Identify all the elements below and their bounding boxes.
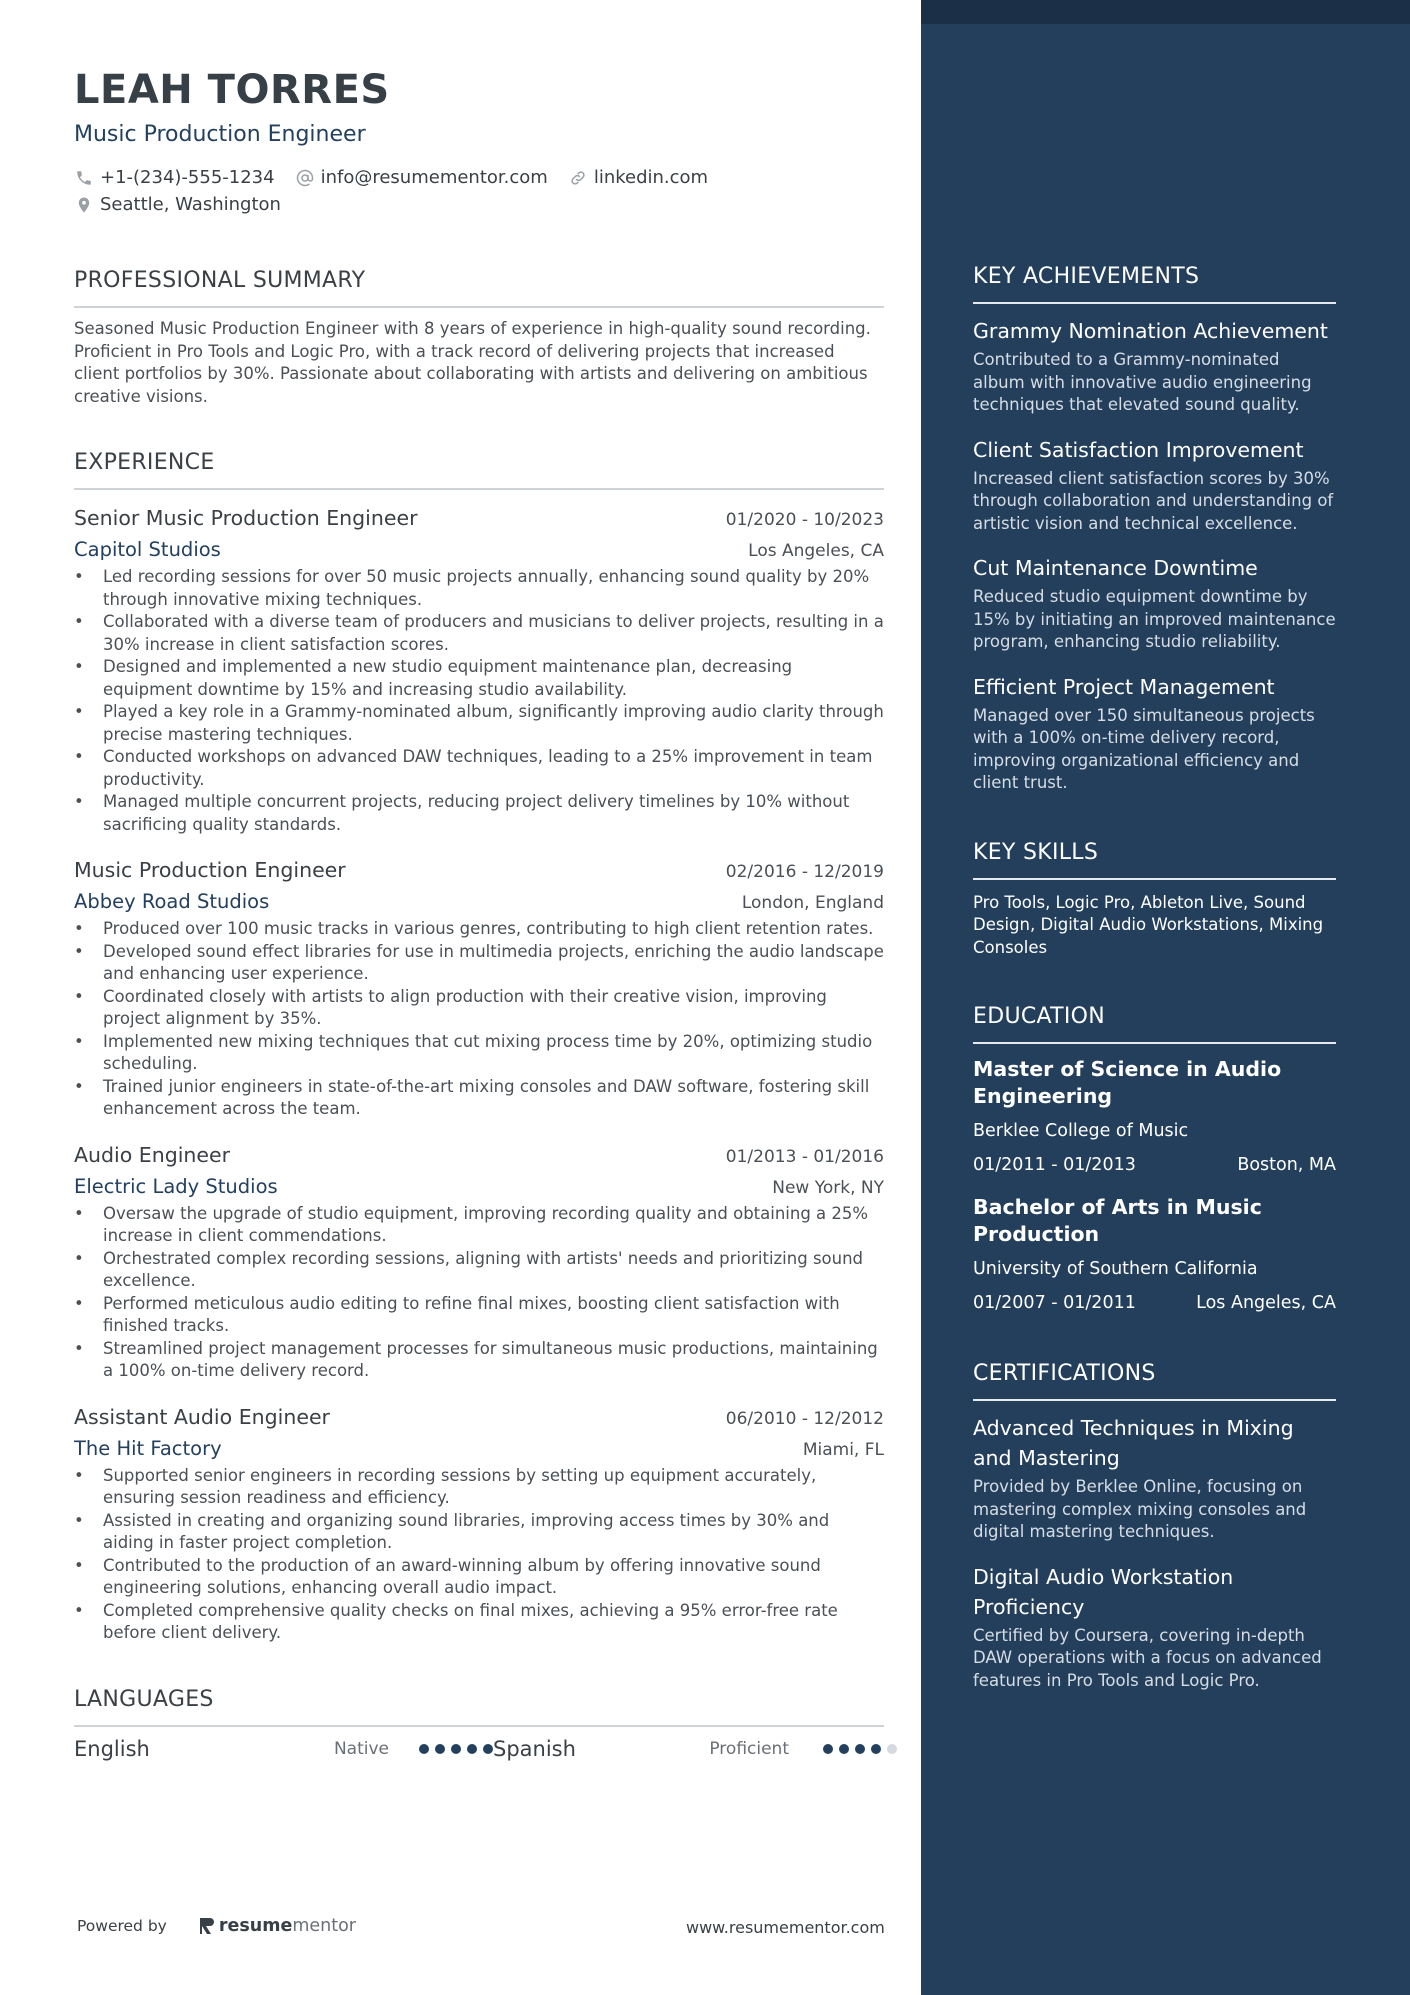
job-title: Audio Engineer: [74, 1142, 231, 1167]
contact-info: [74, 164, 884, 218]
main-column: [74, 62, 884, 1761]
company-name: Electric Lady Studios: [74, 1174, 278, 1198]
rating-dot-filled: [467, 1744, 477, 1754]
summary-text: Seasoned Music Production Engineer with 8 years of experience in high-quality sound recording. Proficient in Pro Tools and Logic Pro, with a track record of delivering projects that increased client portfolios by 30%. Passionate about collaborating with artists and delivering on ambitious creative visions.: [74, 319, 871, 406]
job-dates: 01/2020 - 10/2023: [725, 510, 884, 530]
job-dates: 01/2013 - 01/2016: [725, 1146, 884, 1167]
job-location: Miami, FL: [802, 1439, 884, 1460]
language-name: English: [74, 1736, 150, 1761]
language-level: Proficient: [709, 1738, 789, 1759]
certification-title: Digital Audio Workstation Proficiency: [973, 1564, 1234, 1619]
job-location: London, England: [741, 893, 884, 913]
language-rating: [419, 1744, 493, 1754]
contact-location: [74, 191, 281, 218]
job-bullet: • Supported senior engineers in recording sessions by setting up equipment accurately, ensuring session readiness and efficiency.: [74, 1465, 884, 1510]
summary-section: [74, 266, 884, 408]
achievement-item: [973, 553, 1336, 654]
achievement-text: Increased client satisfaction scores by 30% through collaboration and understanding of artistic vision and technical excellence.: [973, 468, 1334, 533]
job-bullet: • Designed and implemented a new studio equipment maintenance plan, decreasing equipment downtime by 15% and increasing studio availability.: [74, 656, 884, 701]
candidate-title: Music Production Engineer: [74, 122, 366, 147]
location-pin-icon: [74, 195, 94, 215]
link-icon: [568, 168, 588, 188]
summary-heading: PROFESSIONAL SUMMARY: [74, 266, 884, 308]
education-degree: Bachelor of Arts in Music Production: [973, 1195, 1262, 1246]
education-location: Los Angeles, CA: [1196, 1293, 1336, 1313]
rating-dot-empty: [887, 1744, 897, 1754]
job-bullets: [74, 918, 884, 1121]
job-bullet: • Coordinated closely with artists to align production with their creative vision, improving project alignment by 35%.: [74, 986, 884, 1031]
job-bullet: • Collaborated with a diverse team of producers and musicians to deliver projects, resulting in a 30% increase in client satisfaction scores.: [74, 611, 884, 656]
job-bullet: • Performed meticulous audio editing to refine final mixes, boosting client satisfaction with finished tracks.: [74, 1293, 884, 1338]
language-rating: [823, 1744, 897, 1754]
language-item: [74, 1737, 493, 1761]
skills-text: Pro Tools, Logic Pro, Ableton Live, Sound Design, Digital Audio Workstations, Mixing Consoles: [973, 892, 1324, 957]
job-title: Assistant Audio Engineer: [74, 1404, 330, 1429]
at-icon: [295, 168, 315, 188]
job-bullet: • Conducted workshops on advanced DAW techniques, leading to a 25% improvement in team productivity.: [74, 746, 884, 791]
brand-strong-text: resume: [218, 1916, 293, 1936]
company-name: The Hit Factory: [74, 1436, 222, 1460]
education-item: [973, 1194, 1336, 1316]
job-bullet: • Completed comprehensive quality checks on final mixes, achieving a 95% error-free rate before client delivery.: [74, 1600, 884, 1645]
certification-title: Advanced Techniques in Mixing and Mastering: [973, 1416, 1294, 1470]
job-entry: [74, 1401, 884, 1645]
job-bullet: • Orchestrated complex recording sessions, aligning with artists' needs and prioritizing sound excellence.: [74, 1248, 884, 1293]
achievement-title: Client Satisfaction Improvement: [973, 437, 1304, 462]
job-entry: [74, 502, 884, 836]
job-bullet: • Assisted in creating and organizing sound libraries, improving access times by 30% and aiding in faster project completion.: [74, 1510, 884, 1555]
achievement-item: [973, 316, 1336, 417]
job-bullet: • Led recording sessions for over 50 music projects annually, enhancing sound quality by 20% through innovative mixing techniques.: [74, 566, 884, 611]
job-bullet: • Played a key role in a Grammy-nominated album, significantly improving audio clarity through precise mastering techniques.: [74, 701, 884, 746]
achievement-item: [973, 672, 1336, 795]
job-bullet: • Oversaw the upgrade of studio equipment, improving recording quality and obtaining a 25% increase in client commendations.: [74, 1203, 884, 1248]
experience-section: [74, 448, 884, 1645]
job-bullets: [74, 1465, 884, 1645]
achievement-title: Grammy Nomination Achievement: [973, 319, 1328, 343]
achievement-title: Efficient Project Management: [973, 674, 1275, 699]
achievement-title: Cut Maintenance Downtime: [973, 556, 1258, 580]
candidate-name: LEAH TORRES: [74, 67, 390, 113]
job-bullet: • Developed sound effect libraries for use in multimedia projects, enriching the audio landscape and enhancing user experience.: [74, 941, 884, 986]
rating-dot-filled: [483, 1744, 493, 1754]
job-title: Senior Music Production Engineer: [74, 506, 418, 530]
achievement-text: Managed over 150 simultaneous projects with a 100% on-time delivery record, improving organizational efficiency and client trust.: [973, 705, 1315, 792]
sidebar-top-band: [921, 0, 1410, 24]
achievement-text: Contributed to a Grammy-nominated album with innovative audio engineering techniques that elevated sound quality.: [973, 350, 1312, 414]
education-heading: EDUCATION: [973, 1002, 1336, 1044]
skills-section: [973, 838, 1336, 960]
skills-heading: KEY SKILLS: [973, 838, 1336, 880]
rating-dot-filled: [823, 1744, 833, 1754]
education-degree: Master of Science in Audio Engineering: [973, 1057, 1282, 1108]
job-entry: [74, 1139, 884, 1383]
achievements-section: [973, 262, 1336, 795]
achievements-heading: KEY ACHIEVEMENTS: [973, 262, 1336, 304]
powered-by-label: Powered by: [77, 1917, 167, 1935]
job-bullet: • Produced over 100 music tracks in various genres, contributing to high client retention rates.: [74, 918, 884, 941]
experience-heading: EXPERIENCE: [74, 448, 884, 490]
rating-dot-filled: [435, 1744, 445, 1754]
job-dates: 06/2010 - 12/2012: [725, 1408, 884, 1429]
job-location: Los Angeles, CA: [748, 541, 884, 561]
languages-section: [74, 1685, 884, 1761]
certifications-heading: CERTIFICATIONS: [973, 1359, 1336, 1401]
language-level: Native: [333, 1738, 389, 1759]
phone-text: +1-(234)-555-1234: [100, 167, 275, 188]
language-item: [493, 1737, 897, 1761]
location-text: Seattle, Washington: [100, 194, 281, 215]
certification-text: Certified by Coursera, covering in-depth DAW operations with a focus on advanced features in Pro Tools and Logic Pro.: [973, 1625, 1322, 1690]
rating-dot-filled: [855, 1744, 865, 1754]
job-bullet: • Trained junior engineers in state-of-the-art mixing consoles and DAW software, fostering skill enhancement across the team.: [74, 1076, 884, 1121]
education-section: [973, 1002, 1336, 1316]
footer-powered-by: [77, 1916, 356, 1936]
achievement-item: [973, 435, 1336, 536]
contact-phone[interactable]: [74, 164, 275, 191]
job-dates: 02/2016 - 12/2019: [725, 862, 884, 882]
resumementor-logo[interactable]: [199, 1916, 356, 1936]
company-name: Capitol Studios: [74, 538, 221, 561]
contact-email[interactable]: [295, 164, 548, 191]
job-bullets: [74, 1203, 884, 1383]
education-dates: 01/2011 - 01/2013: [973, 1155, 1136, 1175]
job-bullets: [74, 566, 884, 836]
job-bullet: • Managed multiple concurrent projects, reducing project delivery timelines by 10% without sacrificing quality standards.: [74, 791, 884, 836]
rating-dot-filled: [419, 1744, 429, 1754]
contact-linkedin[interactable]: [568, 164, 708, 191]
phone-icon: [74, 168, 94, 188]
achievement-text: Reduced studio equipment downtime by 15% by initiating an improved maintenance program, enhancing studio reliability.: [973, 587, 1336, 651]
job-bullet: • Streamlined project management processes for simultaneous music productions, maintaining a 100% on-time delivery record.: [74, 1338, 884, 1383]
job-title: Music Production Engineer: [74, 858, 346, 882]
education-location: Boston, MA: [1237, 1155, 1336, 1175]
certifications-section: [973, 1359, 1336, 1692]
certification-item: [973, 1562, 1336, 1693]
resumementor-logo-icon: [199, 1916, 215, 1936]
rating-dot-filled: [451, 1744, 461, 1754]
job-bullet: • Implemented new mixing techniques that cut mixing process time by 20%, optimizing studio scheduling.: [74, 1031, 884, 1076]
linkedin-text: linkedin.com: [593, 167, 709, 188]
brand-light-text: mentor: [292, 1916, 356, 1936]
company-name: Abbey Road Studios: [74, 890, 270, 913]
rating-dot-filled: [839, 1744, 849, 1754]
certification-text: Provided by Berklee Online, focusing on mastering complex mixing consoles and digital mastering techniques.: [973, 1477, 1307, 1541]
education-item: [973, 1056, 1336, 1178]
job-bullet: • Contributed to the production of an award-winning album by offering innovative sound engineering solutions, enhancing overall audio impact.: [74, 1555, 884, 1600]
email-text: info@resumementor.com: [320, 167, 548, 188]
education-dates: 01/2007 - 01/2011: [973, 1293, 1136, 1313]
sidebar: [921, 0, 1410, 1995]
education-school: University of Southern California: [973, 1259, 1258, 1279]
language-name: Spanish: [493, 1736, 576, 1761]
footer-website[interactable]: www.resumementor.com: [686, 1918, 885, 1937]
job-location: New York, NY: [772, 1177, 884, 1198]
job-entry: [74, 854, 884, 1121]
languages-heading: LANGUAGES: [74, 1685, 884, 1727]
certification-item: [973, 1413, 1336, 1544]
education-school: Berklee College of Music: [973, 1121, 1189, 1141]
rating-dot-filled: [871, 1744, 881, 1754]
